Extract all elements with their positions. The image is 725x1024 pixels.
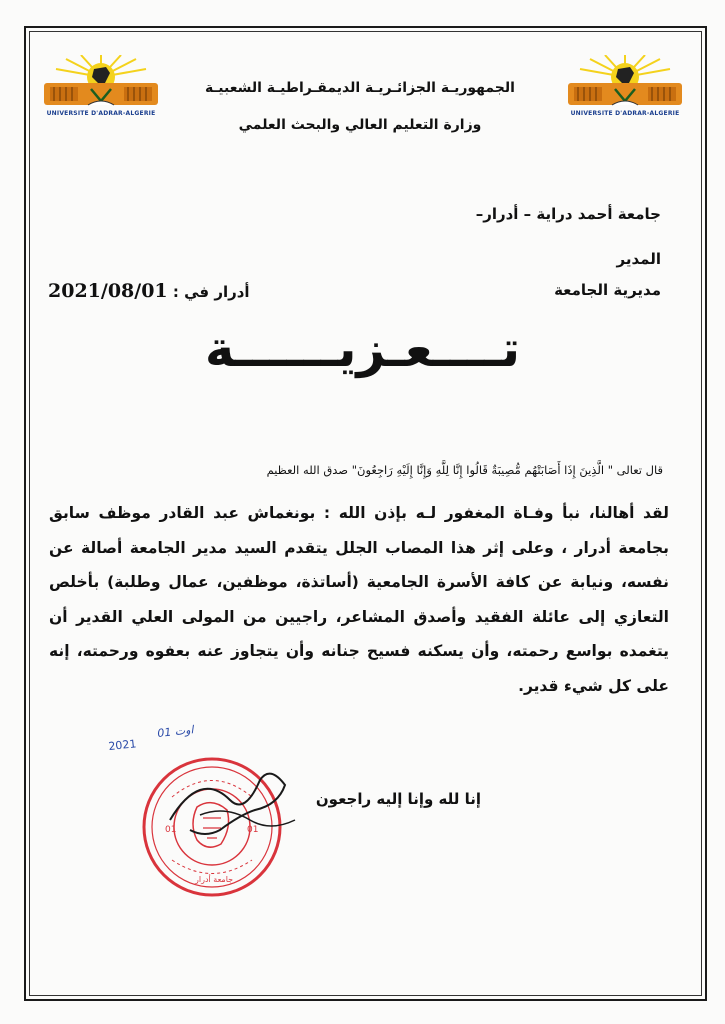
svg-text:01: 01 xyxy=(247,825,259,835)
logo-caption-left: UNIVERSITE D'ADRAR-ALGERIE xyxy=(46,110,156,117)
logo-caption-right: UNIVERSITE D'ADRAR-ALGERIE xyxy=(570,110,680,117)
handwritten-day: 01 اوت xyxy=(156,723,195,740)
quran-verse: قال تعالى " الَّذِينَ إِذَا أَصَابَتْهُم مُّصِيبَةٌ قَالُوا إِنَّا لِلَّهِ وَإِنَّا إِلَيْهِ رَاجِعُونَ" صدق الله العظيم xyxy=(266,463,663,477)
handwritten-year: 2021 xyxy=(107,737,138,754)
svg-text:01: 01 xyxy=(165,825,177,835)
ministry-header: وزارة التعليم العالي والبحث العلمي xyxy=(238,117,482,133)
university-emblem-icon xyxy=(36,55,166,115)
closing-phrase: إنا لله وإنا إليه راجعون xyxy=(315,790,481,808)
university-logo-right xyxy=(560,55,690,125)
director-label: المدير xyxy=(616,250,661,268)
university-name: جامعة أحمد دراية – أدرار– xyxy=(475,205,661,223)
university-logo-left xyxy=(36,55,166,125)
condolence-body: لقد أهالنا، نبأ وفـاة المغفور لـه بإذن الله : بونغماش عبد القادر موظف سابق بجامعة أدرار ، وعلى إثر هذا المصاب الجلل يتقدم السيد مدير الجامعة أصالة عن نفسه، ونيابة عن كافة الأسرة الجامعية (أساتذة، موظفين، عمال وطلبة) بأخلص التعازي إلى عائلة الفقيد وأصدق المشاعر، راجيين من المولى العلي القدير أن يتغمده بواسع رحمته، وأن يسكنه فسيح جنانه وأن يتجاوز عنه بعفوه ورحمته، إنه على كل شيء قدير. xyxy=(49,504,669,695)
university-emblem-icon xyxy=(560,55,690,115)
place-label: أدرار في : xyxy=(172,283,250,301)
place-date xyxy=(48,280,278,302)
document-title: تــــعـزيــــــة xyxy=(204,320,521,378)
directorate-label: مديرية الجامعة xyxy=(554,281,661,299)
signature-icon xyxy=(160,760,310,850)
republic-header: الجمهوريـة الجزائـريـة الديمقـراطيـة الشعبيـة xyxy=(205,80,515,96)
letter-date: 2021/08/01 xyxy=(48,280,168,302)
stamp-label: جامعة أدرار xyxy=(195,875,234,884)
